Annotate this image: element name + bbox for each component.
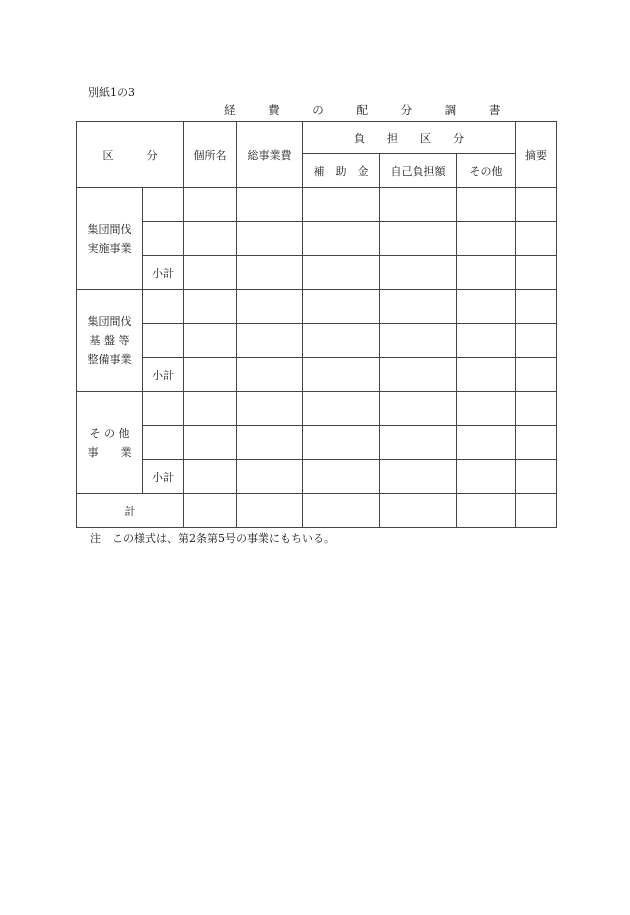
table-cell: [303, 494, 380, 528]
table-cell: [380, 358, 457, 392]
table-cell: [184, 460, 237, 494]
table-cell: [237, 222, 303, 256]
table-cell: [143, 290, 184, 324]
table-row: [77, 324, 557, 358]
table-cell: [143, 392, 184, 426]
table-cell: [457, 392, 516, 426]
table-cell: [516, 426, 557, 460]
table-cell: [380, 256, 457, 290]
table-cell: [303, 358, 380, 392]
table-cell: [380, 460, 457, 494]
table-cell: [184, 324, 237, 358]
table-cell: [380, 392, 457, 426]
table-cell: [184, 358, 237, 392]
table-cell: [380, 188, 457, 222]
table-cell: [143, 222, 184, 256]
table-cell: [516, 256, 557, 290]
table-cell: [184, 494, 237, 528]
table-cell: [303, 256, 380, 290]
table-cell: [516, 392, 557, 426]
group-label: そ の 他 事 業: [77, 392, 143, 494]
table-cell: [457, 324, 516, 358]
header-subsidy: 補 助 金: [303, 154, 380, 188]
subtotal-label: 小計: [143, 256, 184, 290]
header-other: その他: [457, 154, 516, 188]
table-cell: [184, 188, 237, 222]
table-cell: [457, 426, 516, 460]
total-label: 計: [77, 494, 184, 528]
table-cell: [184, 290, 237, 324]
table-cell: [457, 460, 516, 494]
table-cell: [303, 222, 380, 256]
table-cell: [457, 358, 516, 392]
table-cell: [380, 324, 457, 358]
table-cell: [516, 358, 557, 392]
table-cell: [516, 324, 557, 358]
group-label: 集団間伐 基 盤 等 整備事業: [77, 290, 143, 392]
table-cell: [303, 426, 380, 460]
table-row: [77, 290, 557, 324]
table-cell: [237, 494, 303, 528]
table-cell: [457, 256, 516, 290]
table-cell: [380, 290, 457, 324]
table-cell: [516, 188, 557, 222]
table-row: [77, 188, 557, 222]
table-cell: [237, 188, 303, 222]
table-row: [77, 426, 557, 460]
table-cell: [303, 324, 380, 358]
table-cell: [184, 256, 237, 290]
table-cell: [143, 324, 184, 358]
table-cell: [457, 290, 516, 324]
table-cell: [143, 426, 184, 460]
table-cell: [516, 290, 557, 324]
document-title: 経 費 の 配 分 調 書: [224, 103, 515, 117]
header-remarks: 摘要: [516, 122, 557, 188]
header-count: 個所名: [184, 122, 237, 188]
table-cell: [457, 222, 516, 256]
table-cell: [237, 426, 303, 460]
table-cell: [303, 188, 380, 222]
table-cell: [237, 460, 303, 494]
table-cell: [457, 188, 516, 222]
subtotal-label: 小計: [143, 460, 184, 494]
footnote: 注 この様式は、第2条第5号の事業にもちいる。: [90, 532, 335, 545]
allocation-table: [76, 121, 557, 528]
table-cell: [457, 494, 516, 528]
table-row: [77, 256, 557, 290]
table-cell: [237, 324, 303, 358]
header-burden: 負 担 区 分: [303, 122, 516, 154]
table-cell: [184, 426, 237, 460]
table-cell: [237, 256, 303, 290]
table-cell: [303, 460, 380, 494]
table-cell: [516, 222, 557, 256]
table-row: [77, 358, 557, 392]
header-category: 区 分: [77, 122, 184, 188]
table-cell: [516, 494, 557, 528]
table-cell: [380, 494, 457, 528]
subtotal-label: 小計: [143, 358, 184, 392]
form-id: 別紙1の3: [88, 86, 135, 99]
table-cell: [184, 222, 237, 256]
table-row: [77, 222, 557, 256]
table-cell: [143, 188, 184, 222]
header-self-burden: 自己負担額: [380, 154, 457, 188]
table-cell: [237, 290, 303, 324]
table-cell: [380, 426, 457, 460]
table-cell: [516, 460, 557, 494]
table-cell: [237, 392, 303, 426]
table-row: [77, 392, 557, 426]
table-cell: [380, 222, 457, 256]
header-total-cost: 総事業費: [237, 122, 303, 188]
table-cell: [303, 290, 380, 324]
table-cell: [303, 392, 380, 426]
group-label: 集団間伐 実施事業: [77, 188, 143, 290]
table-row: [77, 494, 557, 528]
table-cell: [184, 392, 237, 426]
table-cell: [237, 358, 303, 392]
table-row: [77, 460, 557, 494]
